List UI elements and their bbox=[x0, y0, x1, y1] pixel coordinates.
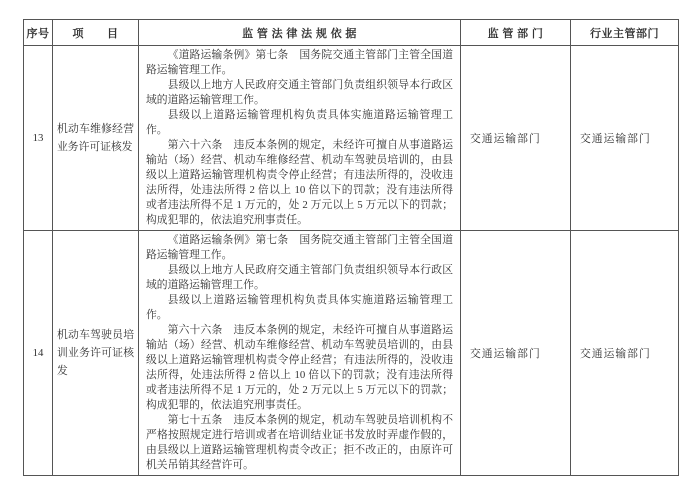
header-serial-number: 序号 bbox=[24, 20, 53, 46]
legal-paragraph: 《道路运输条例》第七条 国务院交通主管部门主管全国道路运输管理工作。 bbox=[146, 234, 453, 261]
cell-legal-basis bbox=[139, 46, 461, 231]
header-legal-basis: 监 管 法 律 法 规 依 据 bbox=[139, 20, 461, 46]
legal-paragraph: 县级以上地方人民政府交通主管部门负责组织领导本行政区域的道路运输管理工作。 bbox=[146, 79, 453, 106]
legal-paragraph: 县级以上道路运输管理机构负责具体实施道路运输管理工作。 bbox=[146, 294, 453, 321]
cell-serial-number: 13 bbox=[24, 46, 53, 231]
table-row bbox=[24, 231, 679, 476]
cell-project: 机动车驾驶员培训业务许可证核发 bbox=[53, 231, 139, 476]
legal-paragraph: 第七十五条 违反本条例的规定，机动车驾驶员培训机构不严格按照规定进行培训或者在培训结业证书发放时弄虚作假的，由县级以上道路运输管理机构责令改正；拒不改正的，由原许可机关吊销其经营许可。 bbox=[146, 414, 453, 471]
header-regulator: 监 管 部 门 bbox=[461, 20, 571, 46]
cell-serial-number: 14 bbox=[24, 231, 53, 476]
legal-paragraph: 第六十六条 违反本条例的规定，未经许可擅自从事道路运输站（场）经营、机动车维修经营、机动车驾驶员培训的，由县级以上道路运输管理机构责令停止经营；有违法所得的，没收违法所得，处违法所得 2 倍以上 10 倍以下的罚款；没有违法所得或者违法所得不足 1 万元的，处 2 万元以上 5 万元以下的罚款；构成犯罪的，依法追究刑事责任。 bbox=[146, 139, 453, 226]
legal-paragraph: 县级以上道路运输管理机构负责具体实施道路运输管理工作。 bbox=[146, 109, 453, 136]
regulation-table bbox=[23, 19, 679, 476]
table-row bbox=[24, 46, 679, 231]
cell-regulator: 交通运输部门 bbox=[461, 231, 571, 476]
cell-industry-dept: 交通运输部门 bbox=[571, 46, 679, 231]
header-industry-dept: 行业主管部门 bbox=[571, 20, 679, 46]
cell-legal-basis bbox=[139, 231, 461, 476]
legal-paragraph: 县级以上地方人民政府交通主管部门负责组织领导本行政区域的道路运输管理工作。 bbox=[146, 264, 453, 291]
legal-paragraph: 第六十六条 违反本条例的规定，未经许可擅自从事道路运输站（场）经营、机动车维修经营、机动车驾驶员培训的，由县级以上道路运输管理机构责令停止经营；有违法所得的，没收违法所得，处违法所得 2 倍以上 10 倍以下的罚款；没有违法所得或者违法所得不足 1 万元的，处 2 万元以上 5 万元以下的罚款；构成犯罪的，依法追究刑事责任。 bbox=[146, 324, 453, 411]
cell-industry-dept: 交通运输部门 bbox=[571, 231, 679, 476]
table-header-row bbox=[24, 20, 679, 46]
cell-regulator: 交通运输部门 bbox=[461, 46, 571, 231]
legal-paragraph: 《道路运输条例》第七条 国务院交通主管部门主管全国道路运输管理工作。 bbox=[146, 49, 453, 76]
cell-project: 机动车维修经营业务许可证核发 bbox=[53, 46, 139, 231]
header-project: 项 目 bbox=[53, 20, 139, 46]
